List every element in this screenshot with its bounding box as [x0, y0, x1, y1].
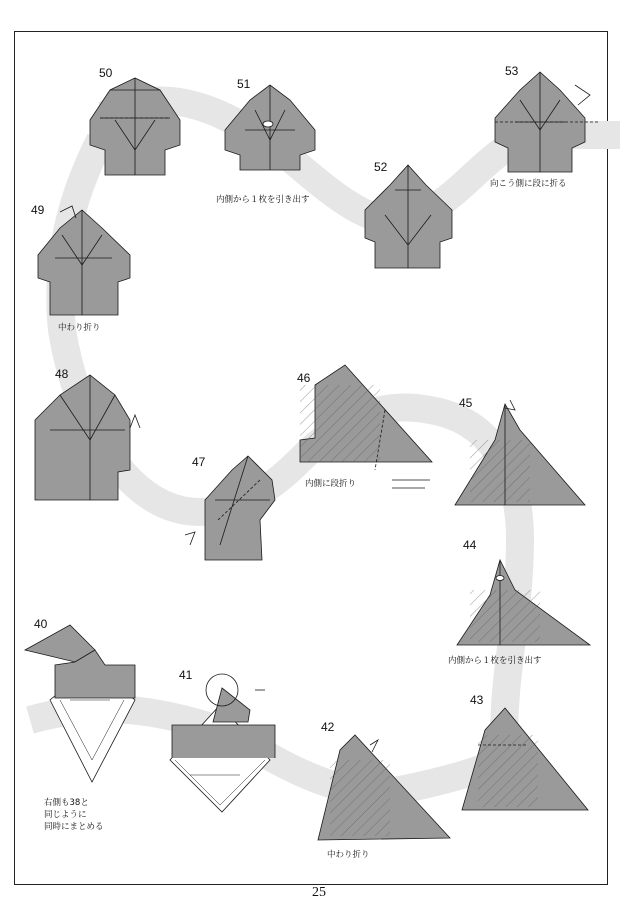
step-number: 41 [179, 668, 193, 682]
step-number: 46 [297, 371, 311, 385]
step-number: 44 [463, 538, 477, 552]
step-number: 52 [374, 160, 388, 174]
step-caption: 右側も38と 同じように 同時にまとめる [44, 798, 104, 832]
step-number: 47 [192, 455, 206, 469]
step-52-figure [365, 165, 452, 268]
step-caption: 内側に段折り [305, 479, 357, 489]
step-caption: 中わり折り [327, 850, 370, 860]
step-number: 43 [470, 693, 484, 707]
step-caption: 中わり折り [58, 323, 101, 333]
step-53-figure [495, 72, 598, 172]
step-caption: 向こう側に段に折る [490, 179, 567, 189]
step-47-figure [205, 456, 275, 560]
step-number: 51 [237, 77, 251, 91]
page-number: 25 [312, 885, 326, 900]
step-number: 53 [505, 64, 519, 78]
step-number: 45 [459, 396, 473, 410]
step-43-figure [462, 708, 588, 810]
step-caption: 内側から１枚を引き出す [216, 195, 310, 205]
step-48-figure [35, 375, 130, 500]
step-41-figure [170, 674, 275, 812]
step-caption: 内側から１枚を引き出す [448, 656, 542, 666]
step-49-figure [38, 210, 130, 315]
step-number: 49 [31, 203, 45, 217]
step-number: 48 [55, 367, 69, 381]
step-number: 50 [99, 66, 113, 80]
step-number: 40 [34, 617, 48, 631]
step-number: 42 [321, 720, 335, 734]
